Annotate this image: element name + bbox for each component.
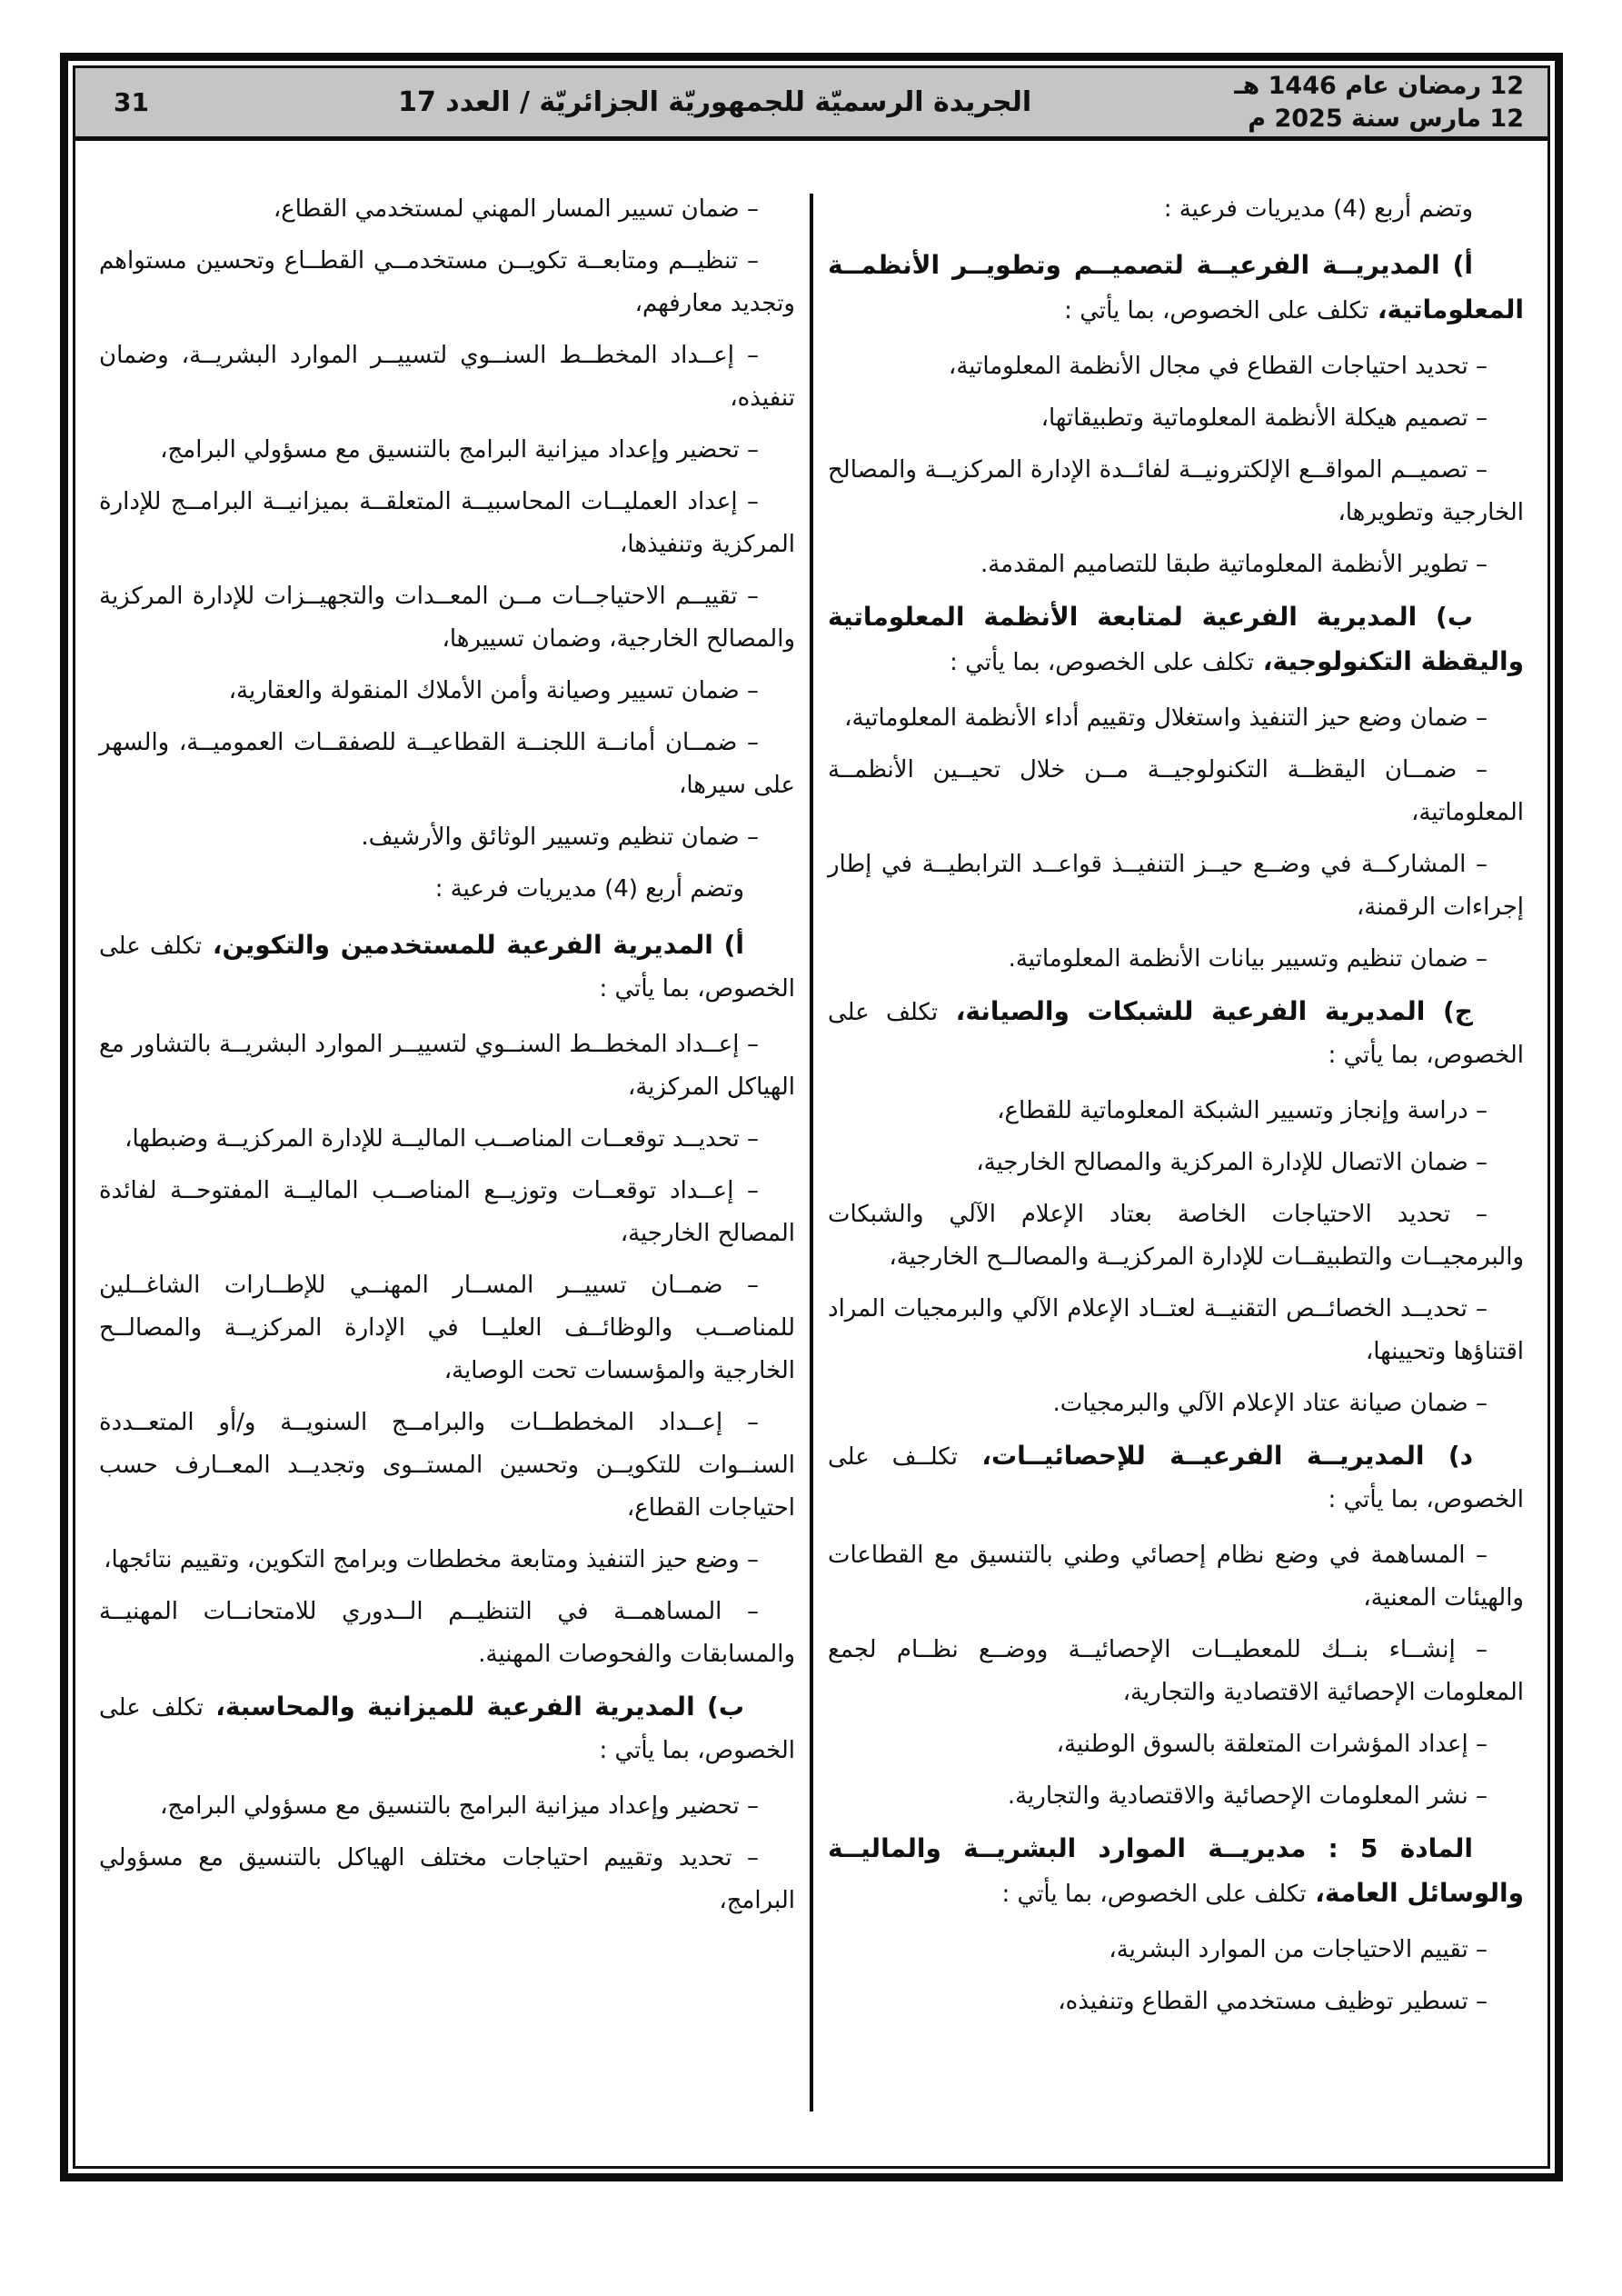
paragraph: – تقييــم الاحتياجــات مــن المعــدات والتجهيــزات للإدارة المركزية والمصالح الخارجية، وضمان تسييرها، xyxy=(99,583,795,653)
column-left xyxy=(99,188,795,2124)
paragraph: – المساهمــة في التنظيــم الــدوري للامتحانــات المهنيــة والمسابقات والفحوصات المهنية. xyxy=(99,1598,795,1668)
paragraph: – تحضير وإعداد ميزانية البرامج بالتنسيق مع مسؤولي البرامج، xyxy=(160,1792,759,1820)
article-heading: د) المديريــة الفرعيــة للإحصائيــات، تكلــف على الخصوص، بما يأتي : xyxy=(828,1441,1524,1513)
paragraph: – تحديــد توقعــات المناصــب الماليــة للإدارة المركزيــة وضبطها، xyxy=(124,1125,759,1153)
paragraph: – إعداد المؤشرات المتعلقة بالسوق الوطنية، xyxy=(1056,1731,1488,1758)
header-bar xyxy=(75,68,1547,141)
header-dates xyxy=(1234,70,1524,135)
paragraph: – تحديد وتقييم احتياجات مختلف الهياكل بالتنسيق مع مسؤولي البرامج، xyxy=(99,1844,795,1914)
gregorian-date: 12 مارس سنة 2025 م xyxy=(1248,104,1524,133)
paragraph: – تحديد الاحتياجات الخاصة بعتاد الإعلام الآلي والشبكات والبرمجيــات والتطبيقــات للإدارة المركزيــة والمصالــح الخارجية، xyxy=(828,1201,1524,1271)
paragraph: وتضم أربع (4) مديريات فرعية : xyxy=(1163,195,1473,223)
paragraph: – إعــداد المخطــط السنــوي لتسييــر الموارد البشريــة بالتشاور مع الهياكل المركزية، xyxy=(99,1031,795,1101)
paragraph: – المساهمة في وضع نظام إحصائي وطني بالتنسيق مع القطاعات والهيئات المعنية، xyxy=(828,1542,1524,1612)
paragraph: – إعــداد المخططــات والبرامــج السنويــة و/أو المتعــددة السنــوات للتكويــن وتحسين المستــوى وتجديــد المعــارف حسب احتياجات القطاع، xyxy=(99,1409,795,1522)
paragraph: – دراسة وإنجاز وتسيير الشبكة المعلوماتية للقطاع، xyxy=(997,1097,1488,1124)
paragraph: وتضم أربع (4) مديريات فرعية : xyxy=(434,875,744,903)
paragraph: – ضمان وضع حيز التنفيذ واستغلال وتقييم أداء الأنظمة المعلوماتية، xyxy=(844,704,1488,732)
paragraph: – وضع حيز التنفيذ ومتابعة مخططات وبرامج التكوين، وتقييم نتائجها، xyxy=(104,1546,759,1573)
paragraph: – تنظيــم ومتابعــة تكويــن مستخدمــي القطــاع وتحسين مستواهم وتجديد معارفهم، xyxy=(99,247,795,317)
paragraph: – تصميم هيكلة الأنظمة المعلوماتية وتطبيقاتها، xyxy=(1040,404,1488,432)
journal-title: الجريدة الرسميّة للجمهوريّة الجزائريّة / العدد 17 xyxy=(398,86,1032,118)
paragraph: – المشاركــة في وضــع حيــز التنفيــذ قواعــد الترابطيــة في إطار إجراءات الرقمنة، xyxy=(828,851,1524,921)
paragraph: – تسطير توظيف مستخدمي القطاع وتنفيذه، xyxy=(1058,1988,1488,2015)
paragraph: – إعــداد المخطــط السنــوي لتسييــر الموارد البشريــة، وضمان تنفيذه، xyxy=(99,342,795,412)
paragraph: – ضمــان اليقظــة التكنولوجيــة مــن خلال تحيــين الأنظمــة المعلوماتية، xyxy=(828,756,1524,826)
column-divider xyxy=(810,194,813,2111)
paragraph: – إعداد العمليــات المحاسبيــة المتعلقــة بميزانيــة البرامــج للإدارة المركزية وتنفيذها، xyxy=(99,488,795,558)
paragraph: – تحديد احتياجات القطاع في مجال الأنظمة المعلوماتية، xyxy=(948,353,1488,380)
paragraph: – ضمان تسيير المسار المهني لمستخدمي القطاع، xyxy=(273,195,759,223)
article-heading: ج) المديرية الفرعية للشبكات والصيانة، تكلف على الخصوص، بما يأتي : xyxy=(828,996,1524,1069)
page-number: 31 xyxy=(114,87,149,117)
paragraph: – ضمان تنظيم وتسيير بيانات الأنظمة المعلوماتية. xyxy=(1008,945,1488,973)
paragraph: – تقييم الاحتياجات من الموارد البشرية، xyxy=(1109,1936,1488,1963)
article-heading: ب) المديرية الفرعية لمتابعة الأنظمة المعلوماتية واليقظة التكنولوجية، تكلف على الخصوص، بما يأتي : xyxy=(828,602,1524,676)
article-heading: أ) المديريــة الفرعيــة لتصميــم وتطويــر الأنظمــة المعلوماتية، تكلف على الخصوص، بما يأتي : xyxy=(828,250,1524,324)
page-frame-outer xyxy=(60,53,1563,2181)
article-heading: المادة 5 : مديريــة الموارد البشريــة والماليــة والوسائل العامة، تكلف على الخصوص، بما يأتي : xyxy=(828,1833,1524,1908)
article-heading: ب) المديرية الفرعية للميزانية والمحاسبة، تكلف على الخصوص، بما يأتي : xyxy=(99,1692,795,1764)
content-columns xyxy=(75,141,1547,2166)
paragraph: – تصميــم المواقــع الإلكترونيــة لفائــدة الإدارة المركزيــة والمصالح الخارجية وتطويرها، xyxy=(828,456,1524,526)
paragraph: – تطوير الأنظمة المعلوماتية طبقا للتصاميم المقدمة. xyxy=(980,551,1488,578)
paragraph: – ضمان تسيير وصيانة وأمن الأملاك المنقولة والعقارية، xyxy=(228,677,759,704)
article-heading: أ) المديرية الفرعية للمستخدمين والتكوين، تكلف على الخصوص، بما يأتي : xyxy=(99,930,795,1003)
paragraph: – ضمان صيانة عتاد الإعلام الآلي والبرمجيات. xyxy=(1052,1390,1488,1417)
paragraph: – ضمان الاتصال للإدارة المركزية والمصالح الخارجية، xyxy=(976,1149,1488,1176)
column-right xyxy=(828,188,1524,2124)
paragraph: – إعــداد توقعــات وتوزيــع المناصــب الماليــة المفتوحــة لفائدة المصالح الخارجية، xyxy=(99,1177,795,1247)
paragraph: – تحضير وإعداد ميزانية البرامج بالتنسيق مع مسؤولي البرامج، xyxy=(160,436,759,464)
page-frame-inner xyxy=(73,65,1550,2169)
paragraph: – نشر المعلومات الإحصائية والاقتصادية والتجارية. xyxy=(1007,1782,1488,1810)
paragraph: – ضمــان تسييــر المســار المهنــي للإطــارات الشاغــلين للمناصــب والوظائــف العليــا في الإدارة المركزيــة والمصالــح الخارجية والمؤسسات تحت الوصاية، xyxy=(99,1272,795,1384)
hijri-date: 12 رمضان عام 1446 هـ xyxy=(1234,71,1524,100)
paragraph: – تحديــد الخصائــص التقنيــة لعتــاد الإعلام الآلي والبرمجيات المراد اقتناؤها وتحيينها، xyxy=(828,1295,1524,1365)
paragraph: – ضمان تنظيم وتسيير الوثائق والأرشيف. xyxy=(361,824,759,851)
paragraph: – ضمــان أمانــة اللجنــة القطاعيــة للصفقــات العموميــة، والسهر على سيرها، xyxy=(99,729,795,799)
paragraph: – إنشــاء بنــك للمعطيــات الإحصائيــة ووضــع نظــام لجمع المعلومات الإحصائية الاقتصادية والتجارية، xyxy=(828,1636,1524,1706)
